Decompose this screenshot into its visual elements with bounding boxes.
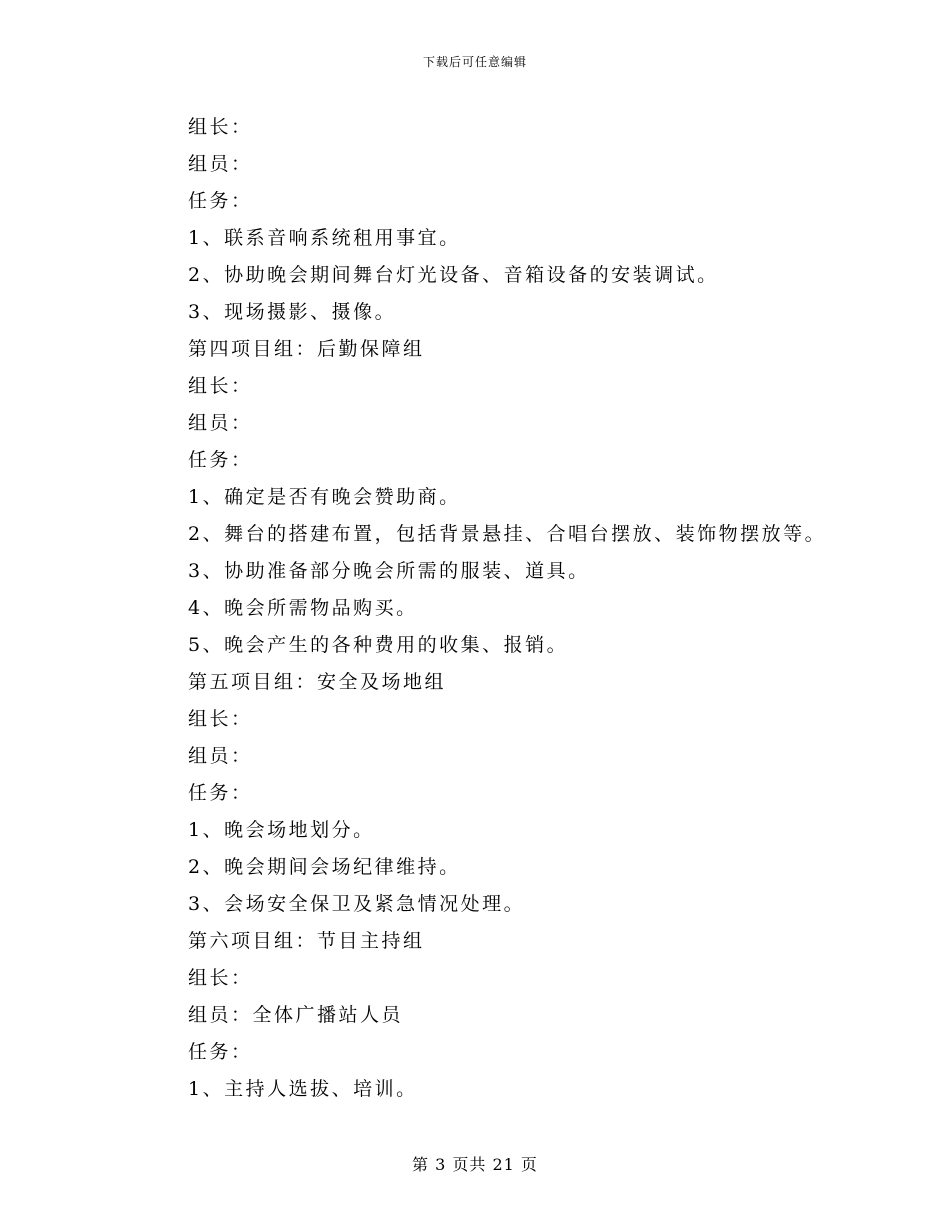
text-line: 5、晚会产生的各种费用的收集、报销。 (188, 634, 569, 656)
text-line: 2、协助晚会期间舞台灯光设备、音箱设备的安装调试。 (188, 264, 719, 286)
text-line: 组员： (188, 153, 253, 175)
section-heading: 第六项目组：节目主持组 (188, 930, 425, 952)
text-line: 组员：全体广播站人员 (188, 1004, 404, 1026)
text-line: 4、晚会所需物品购买。 (188, 597, 418, 619)
page-number: 第 3 页共 21 页 (412, 1155, 538, 1174)
text-line: 组长： (188, 708, 253, 730)
text-line: 1、晚会场地划分。 (188, 819, 375, 841)
page-header: 下载后可任意编辑 (422, 55, 527, 69)
section-heading: 第四项目组：后勤保障组 (188, 338, 425, 360)
text-line: 任务： (188, 1041, 253, 1063)
document-body (188, 109, 888, 1108)
text-line: 1、确定是否有晚会赞助商。 (188, 486, 461, 508)
text-line: 组员： (188, 745, 253, 767)
text-line: 1、主持人选拔、培训。 (188, 1078, 418, 1100)
text-line: 2、晚会期间会场纪律维持。 (188, 856, 461, 878)
text-line: 2、舞台的搭建布置，包括背景悬挂、合唱台摆放、装饰物摆放等。 (188, 523, 827, 545)
text-line: 组长： (188, 375, 253, 397)
text-line: 组长： (188, 967, 253, 989)
text-line: 任务： (188, 190, 253, 212)
text-line: 3、会场安全保卫及紧急情况处理。 (188, 893, 526, 915)
text-line: 任务： (188, 782, 253, 804)
text-line: 3、现场摄影、摄像。 (188, 301, 397, 323)
text-line: 1、联系音响系统租用事宜。 (188, 227, 461, 249)
text-line: 组员： (188, 412, 253, 434)
text-line: 任务： (188, 449, 253, 471)
text-line: 3、协助准备部分晚会所需的服装、道具。 (188, 560, 590, 582)
section-heading: 第五项目组：安全及场地组 (188, 671, 447, 693)
text-line: 组长： (188, 116, 253, 138)
